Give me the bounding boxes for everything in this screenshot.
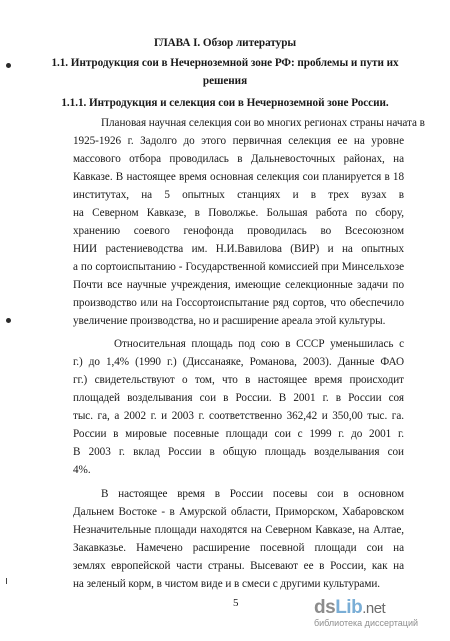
watermark-brand-part: Lib — [335, 597, 363, 618]
paragraph-3-line: Дальнем Востоке - в Амурской области, Приморском, Хабаровском — [73, 506, 404, 518]
paragraph-1-line: на Северном Кавказе, в Поволжье. Большая работа по сбору, — [73, 207, 404, 219]
paragraph-3-line: Закавказье. Намечено расширение посевной площади сои на — [73, 542, 404, 554]
paragraph-1-line: увеличение производства, но и расширение ареала этой культуры. — [73, 315, 386, 327]
chapter-title: ГЛАВА I. Обзор литературы — [153, 37, 297, 49]
watermark-brand-part: ds — [314, 597, 336, 618]
margin-dot-mark — [6, 318, 11, 323]
paragraph-1-line: 1925-1926 г. Задолго до этого первичная селекция ее на уровне — [73, 135, 404, 147]
watermark-logo[interactable] — [314, 597, 444, 631]
paragraph-1-line: Почти все научные учреждения, имеющие селекционные задачи по — [73, 279, 404, 291]
watermark-brand-part: .net — [362, 600, 386, 617]
paragraph-1-line: Кавказе. В настоящее время основная селекция сои планируется в 18 — [73, 171, 404, 183]
paragraph-3-line: Незначительные площади находятся на Северном Кавказе, на Алтае, — [73, 524, 404, 536]
watermark-brand — [314, 597, 385, 619]
section-title-line2: решения — [202, 75, 248, 87]
paragraph-2-line: Относительная площадь под сою в СССР уменьшилась с — [114, 338, 404, 350]
paragraph-1-line: а по сортоиспытанию - Государственной комиссией при Минсельхозе — [73, 261, 404, 273]
page-number: 5 — [233, 597, 239, 609]
paragraph-1-line: массового отбора проводилась в Дальневосточных районах, на — [73, 153, 404, 165]
paragraph-3-line: на зеленый корм, в чистом виде и в смеси с другими культурами. — [73, 578, 381, 590]
paragraph-2-line: тыс. га, а 2002 г. и 2003 г. соответственно 362,42 и 350,00 тыс. га. — [73, 410, 404, 422]
paragraph-2-line: России в мировые посевные площади сои с 1999 г. до 2001 г. — [73, 428, 404, 440]
paragraph-1-line: Плановая научная селекция сои во многих регионах страны начата в — [101, 117, 425, 129]
paragraph-3-line: В настоящее время в России посевы сои в основном — [101, 488, 404, 500]
margin-tick-mark — [6, 578, 7, 584]
subsection-title: 1.1.1. Интродукция и селекция сои в Нечерноземной зоне России. — [61, 97, 389, 109]
paragraph-2-line: площадей возделывания сои в России. В 2001 г. в России соя — [73, 392, 404, 404]
section-title-line1: 1.1. Интродукция сои в Нечерноземной зоне РФ: проблемы и пути их — [51, 57, 399, 69]
paragraph-2-line: В 2003 г. вклад России в общую площадь возделывания сои — [73, 446, 404, 458]
paragraph-2-line: 4%. — [73, 464, 91, 476]
paragraph-2-line: гг.) свидетельствуют о том, что в настоящее время происходит — [73, 374, 404, 386]
paragraph-2-line: г.) до 1,4% (1990 г.) (Диссанаяке, Романова, 2003). Данные ФАО — [73, 356, 404, 368]
paragraph-1-line: НИИ растениеводства им. Н.И.Вавилова (ВИР) и на опытных — [73, 243, 404, 255]
paragraph-1-line: хранению соевого генофонда проводилась во Всесоюзном — [73, 225, 404, 237]
paragraph-1-line: производство или на Госсортоиспытание ряд сортов, что обеспечило — [73, 297, 404, 309]
watermark-subtitle: библиотека диссертаций — [314, 618, 419, 628]
paragraph-1-line: институтах, на 5 опытных станциях и в трех вузах в — [73, 189, 404, 201]
paragraph-3-line: землях европейской части страны. Высевают ее в России, как на — [73, 560, 404, 572]
